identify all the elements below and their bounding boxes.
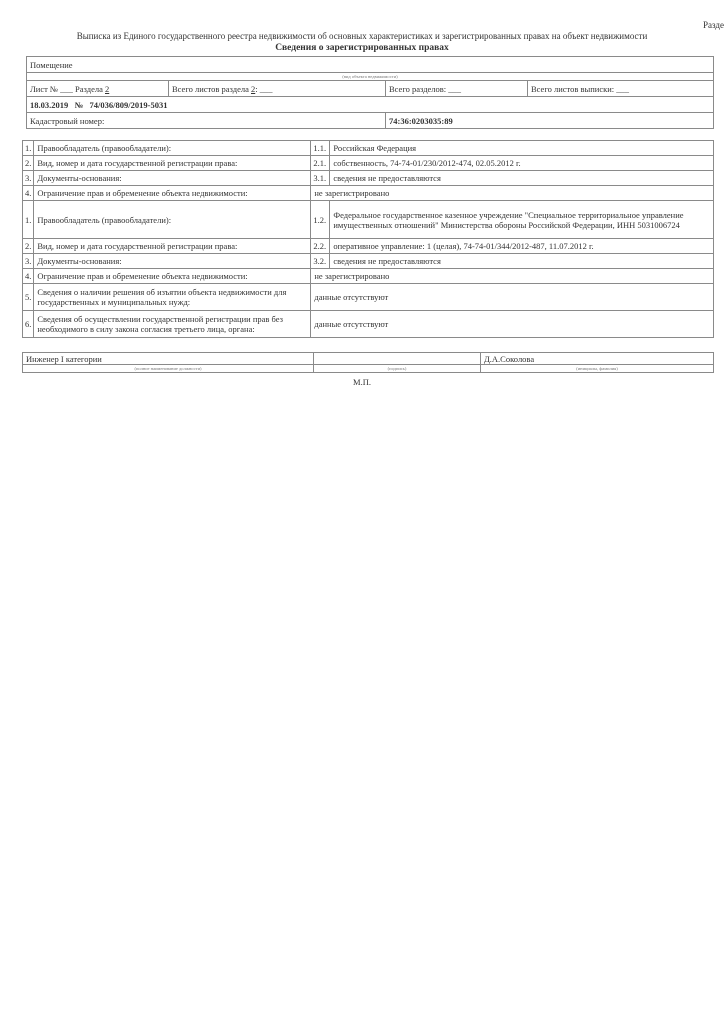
row-label: Документы-основания:: [34, 171, 311, 186]
signature-table: [22, 352, 714, 373]
total-sections-value: ___: [448, 83, 462, 94]
table-row: [23, 311, 714, 338]
number-sign: №: [74, 99, 84, 110]
cadastral-value: 74:36:0203035:89: [386, 113, 714, 129]
total-sections-label: Всего разделов:: [389, 83, 447, 94]
extract-number: 74/036/809/2019-5031: [89, 99, 168, 110]
name-caption: (инициалы, фамилия): [481, 365, 714, 373]
object-type: Помещение: [27, 57, 714, 73]
row-value: собственность, 74-74-01/230/2012-474, 02.05.2012 г.: [330, 156, 714, 171]
signer-name: Д.А.Соколова: [481, 353, 714, 365]
row-subnumber: 2.1.: [311, 156, 330, 171]
total-sheets-value: ___: [616, 83, 630, 94]
section-label-text: Раздела: [75, 83, 103, 94]
object-type-caption: (вид объекта недвижимости): [27, 73, 714, 81]
total-sections-cell: [386, 81, 528, 97]
table-row: [23, 171, 714, 186]
row-label: Сведения об осуществлении государственной регистрации прав без необходимого в силу закона согласия третьего лица, органа:: [34, 311, 311, 338]
total-sheets-label: Всего листов выписки:: [531, 83, 615, 94]
table-row: [23, 156, 714, 171]
row-value: сведения не предоставляются: [330, 254, 714, 269]
document-subtitle: Сведения о зарегистрированных правах: [275, 43, 449, 53]
row-value: Российская Федерация: [330, 141, 714, 156]
row-subnumber: 1.2.: [311, 201, 330, 239]
table-row: [23, 201, 714, 239]
sheet-no-value: ___: [60, 83, 73, 94]
position-caption: (полное наименование должности): [23, 365, 314, 373]
row-subnumber: 2.2.: [311, 239, 330, 254]
total-sheets-cell: [528, 81, 714, 97]
row-label: Вид, номер и дата государственной регистрации права:: [34, 156, 311, 171]
row-label: Ограничение прав и обременение объекта недвижимости:: [34, 269, 311, 284]
row-label: Правообладатель (правообладатели):: [34, 201, 311, 239]
row-number: 4.: [23, 186, 34, 201]
row-value: не зарегистрировано: [311, 269, 714, 284]
row-number: 1.: [23, 201, 34, 239]
row-value: оперативное управление: 1 (целая), 74-74-01/344/2012-487, 11.07.2012 г.: [330, 239, 714, 254]
section-sheets-cell: [169, 81, 386, 97]
row-value: Федеральное государственное казенное учреждение "Специальное территориальное управление имущественных отношений" Министерства обороны Российской Федерации, ИНН 5031006724: [330, 201, 714, 239]
table-row: [23, 186, 714, 201]
header-table: [26, 56, 714, 129]
row-subnumber: 3.2.: [311, 254, 330, 269]
sheet-number-cell: [27, 81, 169, 97]
row-value: сведения не предоставляются: [330, 171, 714, 186]
table-row: [23, 239, 714, 254]
stamp-place: М.П.: [353, 377, 371, 387]
rights-table: [22, 140, 714, 338]
table-row: [23, 254, 714, 269]
table-row: [23, 269, 714, 284]
row-number: 2.: [23, 239, 34, 254]
row-number: 4.: [23, 269, 34, 284]
row-label: Вид, номер и дата государственной регистрации права:: [34, 239, 311, 254]
section-label: Разде: [703, 20, 724, 30]
row-number: 2.: [23, 156, 34, 171]
section-sheets-value: 2: [251, 83, 256, 94]
row-number: 5.: [23, 284, 34, 311]
row-subnumber: 3.1.: [311, 171, 330, 186]
table-row: [23, 284, 714, 311]
cadastral-label: Кадастровый номер:: [27, 113, 386, 129]
extract-date: 18.03.2019: [30, 99, 69, 110]
row-label: Правообладатель (правообладатели):: [34, 141, 311, 156]
row-label: Документы-основания:: [34, 254, 311, 269]
document-title: Выписка из Единого государственного реестра недвижимости об основных характеристиках и зарегистрированных правах на объект недвижимости: [76, 31, 648, 41]
section-value: 2: [105, 83, 110, 94]
row-value: данные отсутствуют: [311, 284, 714, 311]
signature-caption: (подпись): [314, 365, 481, 373]
row-value: не зарегистрировано: [311, 186, 714, 201]
sheet-no-label: Лист №: [30, 83, 59, 94]
row-label: Ограничение прав и обременение объекта недвижимости:: [34, 186, 311, 201]
row-number: 1.: [23, 141, 34, 156]
row-number: 3.: [23, 171, 34, 186]
date-number-cell: [27, 97, 714, 113]
signer-position: Инженер I категории: [23, 353, 314, 365]
row-label: Сведения о наличии решения об изъятии объекта недвижимости для государственных и муниципальных нужд:: [34, 284, 311, 311]
row-subnumber: 1.1.: [311, 141, 330, 156]
table-row: [23, 141, 714, 156]
section-sheets-blank: : ___: [255, 83, 273, 94]
signature-field: [314, 353, 481, 365]
row-number: 3.: [23, 254, 34, 269]
section-sheets-label: Всего листов раздела: [172, 83, 249, 94]
row-value: данные отсутствуют: [311, 311, 714, 338]
row-number: 6.: [23, 311, 34, 338]
